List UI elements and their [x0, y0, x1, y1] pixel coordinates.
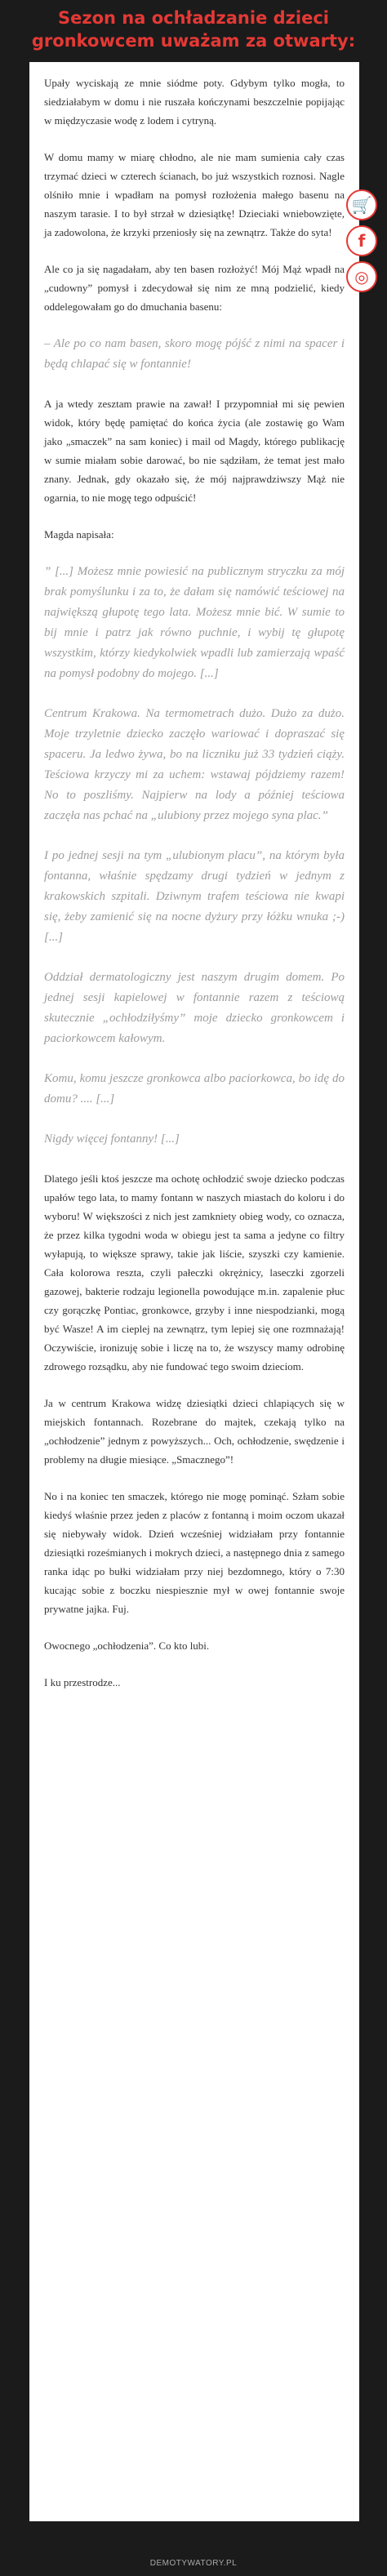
article-card	[29, 62, 359, 2521]
quote: Nigdy więcej fontanny! [...]	[44, 1132, 180, 1146]
paragraph: Magda napisała:	[44, 528, 114, 541]
quote: Komu, komu jeszcze gronkowca albo paciorkowca, bo idę do domu? .... [...]	[44, 1072, 345, 1106]
paragraph: Dlatego jeśli ktoś jeszcze ma ochotę ochłodzić swoje dziecko podczas upałów tego lata, to mamy fontann w naszych miastach do koloru i do wyboru! W większości z nich jest zamkniety obieg wody, co oznacza, że przez kilka tygodni woda w obiegu jest ta sama a jedyne co filtry wyłapują, to większe sprawy, takie jak liście, szyszki czy kamienie. Cała kolorowa reszta, czyli pałeczki okrężnicy, laseczki zgorzeli gazowej, bakterie rodzaju legionella powodujące m.in. zapalenie płuc czy gorączkę Pontiac, gronkowce, grzyby i inne niespodzianki, mogą być Wasze! A im cieplej na zewnątrz, tym lepiej się one rozmnażają! Oczywiście, ironizuję sobie i liczę na to, że wszyscy mamy odrobinę zdrowego rozsądku, aby nie fundować tego swoim dzieciom.	[44, 1172, 345, 1373]
social-buttons	[340, 189, 380, 297]
quote: Oddział dermatologiczny jest naszym drugim domem. Po jednej sesji kapielowej w fontannie razem z teściową skutecznie „ochłodziłyśmy” moje dziecko gronkowcem i paciorkowcem kałowym.	[44, 971, 345, 1045]
paragraph: Ale co ja się nagadałam, aby ten basen rozłożyć! Mój Mąż wpadł na „cudowny” pomysł i zdecydował się nim ze mną podzielić, kiedy oddelegowałam go do dmuchania basenu:	[44, 263, 345, 313]
paragraph: Owocnego „ochłodzenia”. Co kto lubi.	[44, 1639, 210, 1652]
page-title: Sezon na ochładzanie dzieci gronkowcem uważam za otwarty:	[31, 8, 356, 51]
quote: ” [...] Możesz mnie powiesić na publicznym stryczku za mój brak pomyślunku i za to, że dałam się namówić teściowej na największą głupotę tego lata. Możesz mnie bić. W sumie to bij mnie i patrz jak równo puchnie, i wybij tę głupotę wszystkim, którzy kiedykolwiek wpadli lub zamierzają wpaść na pomysł podobny do mojego. [...]	[44, 565, 345, 680]
quote: Centrum Krakowa. Na termometrach dużo. Dużo za dużo. Moje trzyletnie dziecko zaczęło wariować i dopraszać się spaceru. Ja ledwo żywa, bo na liczniku już 33 tydzień ciąży. Teściowa krzyczy mi za uchem: wstawaj pójdziemy razem! No to poszliśmy. Najpierw na lody a później teściowa zaczęła nas pchać na „ulubiony przez mojego syna plac.”	[44, 707, 345, 822]
quote: I po jednej sesji na tym „ulubionym placu”, na którym była fontanna, właśnie spędzamy drugi tydzień w jednym z krakowskich szpitali. Dziwnym trafem teściowa nie kwapi się, żeby zamienić się na nocne dyżury przy łóżku wnuka ;-) [...]	[44, 849, 345, 944]
shopping-cart-icon[interactable]: 🛒	[346, 189, 377, 220]
paragraph: I ku przestrodze...	[44, 1676, 121, 1688]
watermark: DEMOTYWATORY.PL	[149, 2559, 238, 2568]
paragraph: Upały wyciskają ze mnie siódme poty. Gdybym tylko mogła, to siedziałabym w domu i nie ruszała kończynami beszczelnie popijając w międzyczasie wodę z lodem i cytryną.	[44, 77, 345, 127]
paragraph: Ja w centrum Krakowa widzę dziesiątki dzieci chlapiących się w miejskich fontannach. Rozebrane do majtek, czekają tylko na „ochłodzenie” jednym z powyższych... Och, ochłodzenie, swędzenie i problemy na długie miesiące. „Smacznego”!	[44, 1397, 345, 1466]
paragraph: No i na koniec ten smaczek, którego nie mogę pominąć. Szłam sobie kiedyś właśnie przez jeden z placów z fontanną i moim oczom ukazał się niebywały widok. Dzień wcześniej widziałam przy fontannie dziesiątki roześmianych i mokrych dzieci, a następnego dnia z samego ranka idąc po bułki widziałam przy niej bezdomnego, który o 7:30 kucając sobie z boczku niespiesznie mył w owej fontannie swoje prywatne jajka. Fuj.	[44, 1490, 345, 1615]
paragraph: A ja wtedy zesztam prawie na zawał! I przypomniał mi się pewien widok, który będę pamiętać do końca życia (ale zostawię go Wam jako „smaczek” na sam koniec) i mail od Magdy, którego publikację w sumie miałam sobie darować, bo nie sądziłam, że temat jest mało znany. Jednak, gdy okazało się, że mój najprawdziwszy Mąż nie ogarnia, to nie mogę tego odpuścić!	[44, 398, 345, 504]
paragraph: W domu mamy w miarę chłodno, ale nie mam sumienia cały czas trzymać dzieci w czterech ścianach, bo już wszystkich roznosi. Nagle olśniło mnie i wpadłam na pomysł rozłożenia małego basenu na naszym tarasie. I to był strzał w dziesiątkę! Dzieciaki wniebowzięte, ja zadowolona, że krzyki przeniosły się na zewnątrz. Także do syta!	[44, 151, 345, 238]
quote: – Ale po co nam basen, skoro mogę pójść z nimi na spacer i będą chlapać się w fontannie!	[44, 337, 345, 371]
facebook-icon[interactable]: f	[346, 225, 377, 256]
instagram-icon[interactable]: ◎	[346, 261, 377, 292]
